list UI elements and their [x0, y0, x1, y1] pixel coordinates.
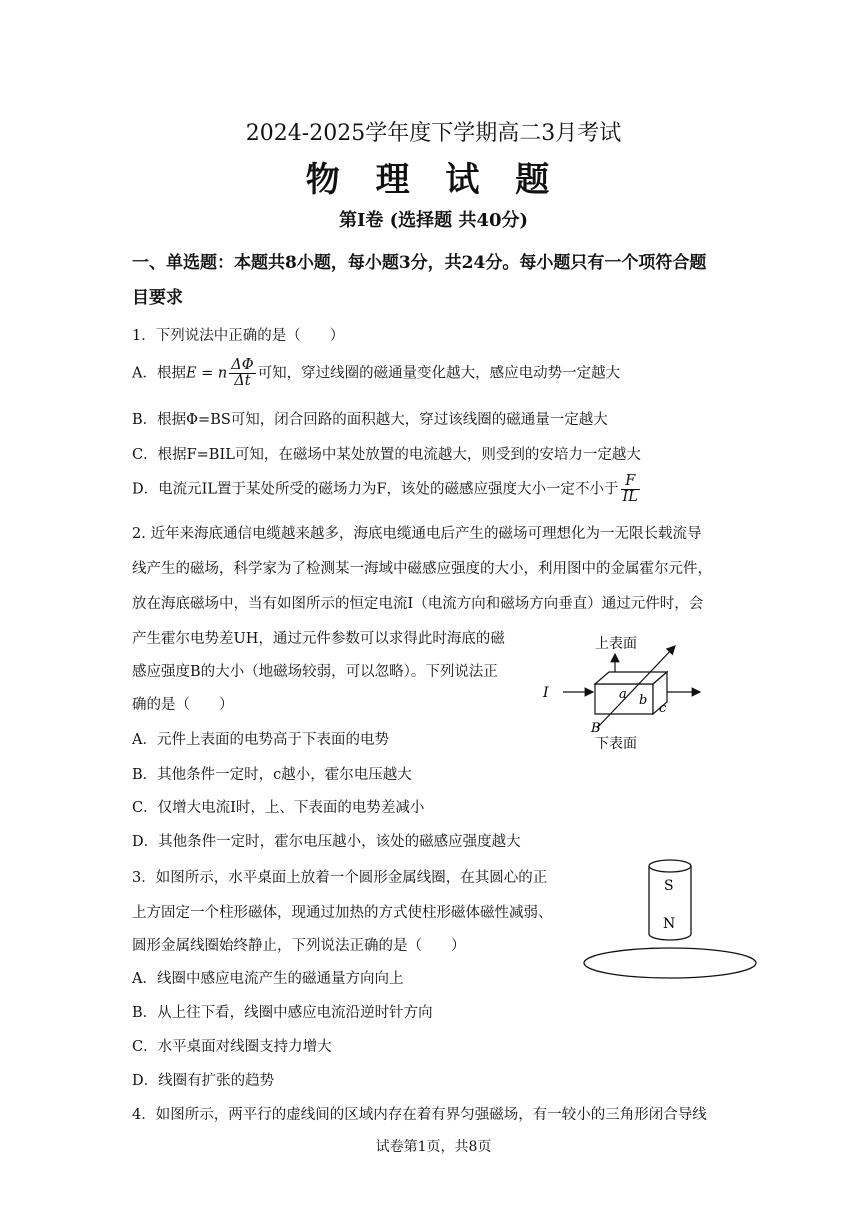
dim-c-label: c: [659, 701, 667, 716]
magnet-bottom-edge: [649, 934, 691, 940]
exam-title: 2024-2025学年度下学期高二3月考试: [245, 121, 622, 146]
q2-line6: 确的是（ ）: [132, 697, 234, 713]
q3-option-c: C．水平桌面对线圈支持力增大: [132, 1039, 332, 1055]
current-label: I: [543, 685, 549, 701]
q3-option-b: B．从上往下看，线圈中感应电流沿逆时针方向: [132, 1005, 433, 1021]
q2-option-a: A．元件上表面的电势高于下表面的电势: [132, 732, 389, 748]
q3-line1: 3．如图所示，水平桌面上放着一个圆形金属线圈，在其圆心的正: [132, 870, 548, 886]
upper-surface-label: 上表面: [595, 636, 637, 652]
q3-option-a: A．线圈中感应电流产生的磁通量方向向上: [132, 971, 404, 987]
dim-a-label: a: [619, 687, 627, 702]
q2-line1: 2. 近年来海底通信电缆越来越多，海底电缆通电后产生的磁场可理想化为一无限长载流导: [132, 526, 702, 542]
page-footer: 试卷第1页，共8页: [375, 1139, 492, 1155]
magnet-top-ellipse: [649, 860, 691, 872]
q4-line1: 4．如图所示，两平行的虚线间的区域内存在着有界匀强磁场，有一较小的三角形闭合导线: [132, 1107, 707, 1123]
q1-a-formula-lhs: E = n: [185, 365, 228, 382]
q2-line5: 感应强度B的大小（地磁场较弱，可以忽略）。下列说法正: [132, 664, 498, 680]
q2-option-d: D．其他条件一定时，霍尔电压越小，该处的磁感应强度越大: [132, 834, 521, 850]
magnet-coil-figure: [580, 856, 760, 984]
q1-a-suffix: 可知，穿过线圈的磁通量变化越大，感应电动势一定越大: [257, 365, 621, 382]
q1-a-fraction-den: Δt: [234, 373, 251, 390]
q1-d-fraction: [621, 474, 640, 505]
q2-option-c: C．仅增大电流I时，上、下表面的电势差减小: [132, 800, 425, 816]
metal-coil: [584, 948, 756, 978]
q1-option-c: C．根据F=BIL可知，在磁场中某处放置的电流越大，则受到的安培力一定越大: [132, 447, 641, 463]
q3-line3: 圆形金属线圈始终静止，下列说法正确的是（ ）: [132, 938, 466, 954]
q1-option-a: [132, 358, 620, 389]
q1-a-prefix: A．根据: [132, 365, 186, 382]
q1-option-b: B．根据Φ=BS可知，闭合回路的面积越大，穿过该线圈的磁通量一定越大: [132, 412, 608, 428]
q1-option-d: [132, 474, 642, 505]
lower-surface-label: 下表面: [595, 736, 637, 752]
q2-line3: 放在海底磁场中，当有如图所示的恒定电流I（电流方向和磁场方向垂直）通过元件时，会: [132, 596, 704, 612]
magnet-n-pole: N: [663, 916, 676, 932]
hall-element-figure: [535, 628, 710, 758]
q3-option-d: D．线圈有扩张的趋势: [132, 1073, 275, 1089]
q1-a-fraction: [229, 358, 255, 389]
q1-a-fraction-num: ΔΦ: [231, 357, 254, 373]
q3-line2: 上方固定一个柱形磁体，现通过加热的方式使柱形磁体磁性减弱、: [132, 905, 553, 921]
q1-d-fraction-num: F: [621, 474, 640, 490]
dim-b-label: b: [639, 693, 648, 708]
q2-option-b: B．其他条件一定时，c越小，霍尔电压越大: [132, 767, 412, 783]
section-heading-line1: 一、单选题：本题共8小题，每小题3分，共24分。每小题只有一个项符合题: [132, 253, 707, 273]
section-heading-line2: 目要求: [132, 288, 183, 308]
q1-stem: 1．下列说法中正确的是（ ）: [132, 328, 345, 344]
magnet-s-pole: S: [664, 878, 674, 894]
volume-title: 第I卷 (选择题 共40分): [338, 210, 529, 231]
q2-line2: 线产生的磁场，科学家为了检测某一海域中磁感应强度的大小，利用图中的金属霍尔元件，: [132, 561, 712, 577]
field-label: B: [591, 721, 601, 736]
q2-line4: 产生霍尔电势差UH，通过元件参数可以求得此时海底的磁: [132, 631, 505, 647]
q1-d-fraction-den: IL: [622, 489, 638, 506]
q1-d-prefix: D．电流元IL置于某处所受的磁场力为F，该处的磁感应强度大小一定不小于: [132, 481, 619, 498]
subject-title: 物 理 试 题: [305, 160, 562, 200]
